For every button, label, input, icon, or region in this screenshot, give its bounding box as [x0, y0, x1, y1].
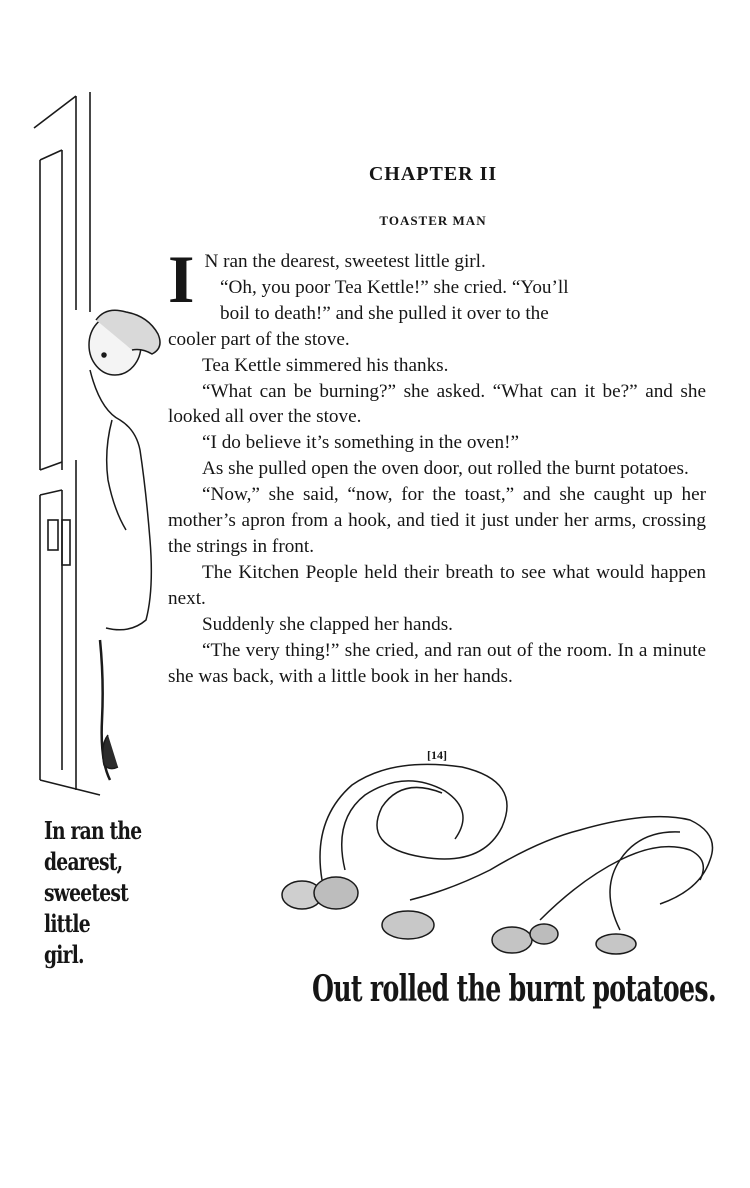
potatoes-illustration [282, 764, 713, 954]
paragraph-9: Suddenly she clapped her hands. [202, 613, 453, 635]
page-number: [14] [427, 748, 447, 762]
chapter-title: CHAPTER II [368, 163, 498, 185]
door-illustration [34, 92, 100, 795]
caption-left-line: sweetest [44, 878, 128, 907]
paragraph-8: The Kitchen People held their breath to see what would happen next. [168, 561, 706, 609]
caption-left-line: girl. [44, 940, 84, 969]
caption-left-line: In ran the [44, 816, 142, 845]
caption-left-line: little [44, 909, 90, 938]
paragraph-5: “I do believe it’s something in the oven!” [202, 432, 520, 454]
paragraph-2: “Oh, you poor Tea Kettle!” she cried. “You’ll boil to death!” and she pulled it over to the cooler part of the stove. [168, 276, 569, 350]
paragraph-3: Tea Kettle simmered his thanks. [202, 354, 449, 376]
paragraph-7: “Now,” she said, “now, for the toast,” and she caught up her mother’s apron from a hook, and tied it just under her arms, crossing the strings in front. [168, 484, 706, 557]
paragraph-1: I N ran the dearest, sweetest little girl. [168, 241, 486, 317]
paragraph-4: “What can be burning?” she asked. “What can it be?” and she looked all over the stove. [168, 380, 706, 428]
paragraph-10: “The very thing!” she cried, and ran out of the room. In a minute she was back, with a little book in her hands. [168, 639, 706, 687]
drop-cap: I [168, 241, 195, 317]
girl-illustration [89, 310, 160, 780]
body-text [168, 241, 706, 689]
chapter-subtitle: TOASTER MAN [379, 213, 487, 228]
caption-left [44, 815, 145, 970]
caption-bottom: Out rolled the burnt potatoes. [312, 968, 716, 1010]
paragraph-6: As she pulled open the oven door, out rolled the burnt potatoes. [202, 458, 689, 480]
caption-left-line: dearest, [44, 847, 123, 876]
